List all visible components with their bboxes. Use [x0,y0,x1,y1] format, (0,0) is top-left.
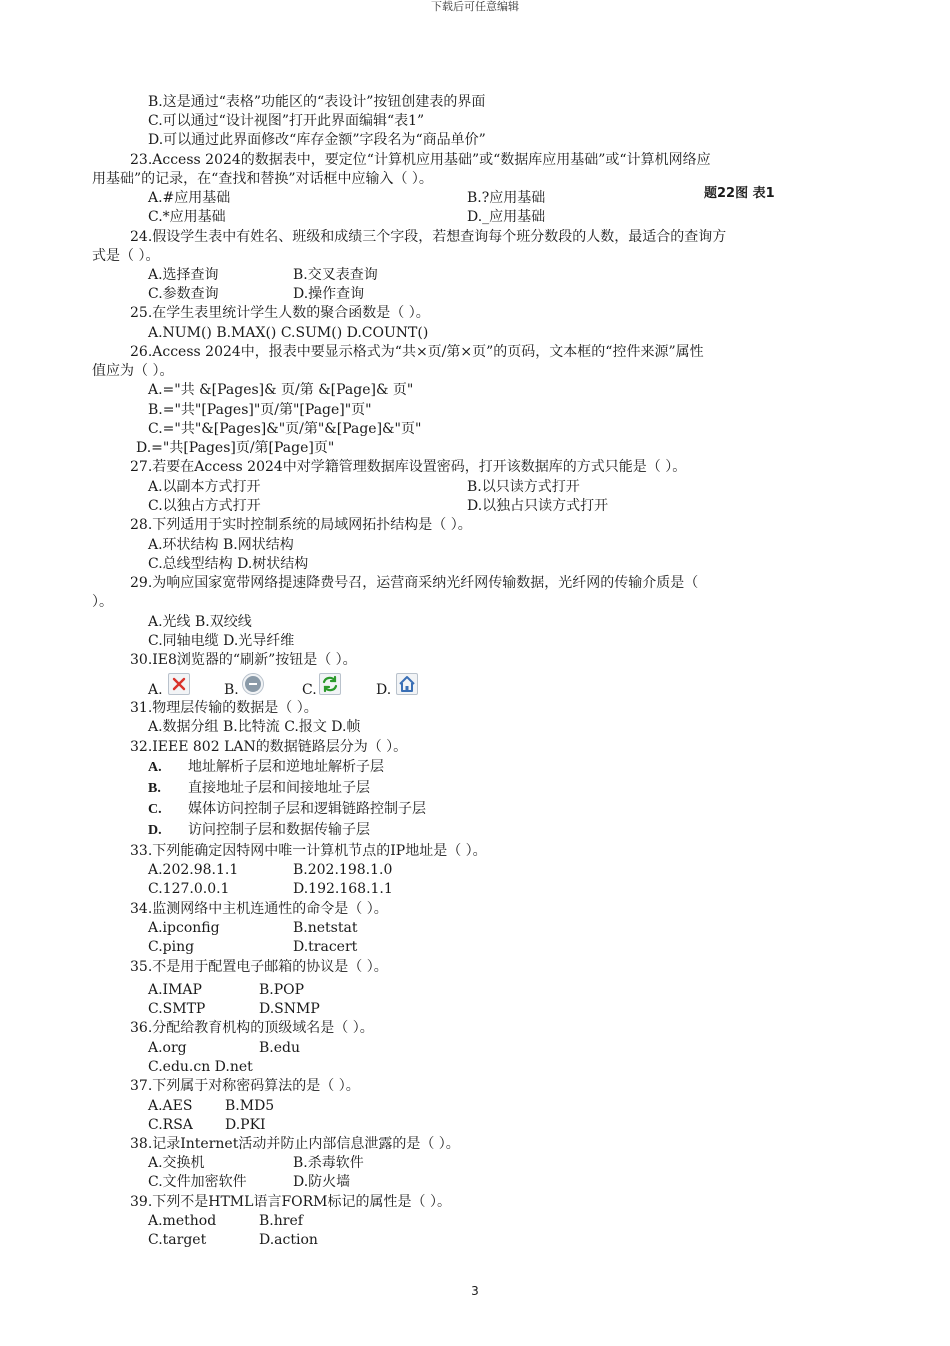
q34-option-d: D.tracert [293,939,358,955]
q32-stem: 32.IEEE 802 LAN的数据链路层分为（ ）。 [130,739,408,755]
q27-option-a: A.以副本方式打开 [148,479,261,495]
q39-option-d: D.action [259,1232,318,1248]
q38-option-d: D.防火墙 [293,1174,351,1190]
q32-option-d [148,821,370,840]
q22-option-b: B.这是通过“表格”功能区的“表设计”按钮创建表的界面 [148,94,486,110]
q23-stem: 23.Access 2024的数据表中，要定位“计算机应用基础”或“数据库应用基础”或“计算机网络应 [130,152,711,168]
q26-option-a: A.="共 &[Pages]& 页/第 &[Page]& 页" [148,382,414,398]
q22-option-c: C.可以通过“设计视图”打开此界面编辑“表1” [148,113,425,129]
q26-option-c: C.="共"&[Pages]&"页/第"&[Page]&"页" [148,421,422,437]
q23-stem-cont: 用基础”的记录，在“查找和替换”对话框中应输入（ ）。 [92,171,433,187]
q35-stem: 35.不是用于配置电子邮箱的协议是（ ）。 [130,959,388,975]
q33-option-b: B.202.198.1.0 [293,862,393,878]
q22-option-d: D.可以通过此界面修改“库存金额”字段名为“商品单价” [148,132,486,148]
q34-stem: 34.监测网络中主机连通性的命令是（ ）。 [130,901,388,917]
q38-stem: 38.记录Internet活动并防止内部信息泄露的是（ ）。 [130,1136,460,1152]
q33-option-d: D.192.168.1.1 [293,881,393,897]
q32-option-b-key: B. [148,781,161,796]
q30-stem: 30.IE8浏览器的“刷新”按钮是（ ）。 [130,652,357,668]
q39-option-a: A.method [148,1213,217,1229]
q35-option-c: C.SMTP [148,1001,206,1017]
figure-label: 题22图 表1 [704,186,775,201]
q37-option-d: D.PKI [225,1117,266,1133]
q32-option-a-text: 地址解析子层和逆地址解析子层 [188,759,384,775]
q25-stem: 25.在学生表里统计学生人数的聚合函数是（ ）。 [130,305,430,321]
q35-option-d: D.SNMP [259,1001,320,1017]
q36-option-b: B.edu [259,1040,301,1056]
q34-option-a: A.ipconfig [148,920,220,936]
page-header: 下载后可任意编辑 [431,0,519,13]
q39-stem: 39.下列不是HTML语言FORM标记的属性是（ ）。 [130,1194,451,1210]
q33-option-c: C.127.0.0.1 [148,881,230,897]
q24-option-c: C.参数查询 [148,286,219,302]
q27-option-d: D.以独占只读方式打开 [467,498,609,514]
home-icon [396,673,418,695]
q24-option-a: A.选择查询 [148,267,219,283]
q26-option-d: D.="共[Pages]页/第[Page]页" [136,440,335,456]
q24-option-b: B.交叉表查询 [293,267,378,283]
q30-option-c-label: C. [302,682,317,698]
q29-stem-cont: ）。 [92,594,113,610]
q32-option-b-text: 直接地址子层和间接地址子层 [188,780,370,796]
q36-option-a: A.org [148,1040,187,1056]
q37-stem: 37.下列属于对称密码算法的是（ ）。 [130,1078,360,1094]
page-number: 3 [471,1284,479,1298]
q29-stem: 29.为响应国家宽带网络提速降费号召，运营商采纳光纤网传输数据，光纤网的传输介质是（ [130,575,699,591]
q33-option-a: A.202.98.1.1 [148,862,239,878]
q23-option-a: A.#应用基础 [148,190,231,206]
q26-option-b: B.="共"[Pages]"页/第"[Page]"页" [148,402,372,418]
q39-option-c: C.target [148,1232,207,1248]
q39-option-b: B.href [259,1213,303,1229]
q24-option-d: D.操作查询 [293,286,365,302]
q26-stem: 26.Access 2024中，报表中要显示格式为“共×页/第×页”的页码，文本框的“控件来源”属性 [130,344,704,360]
q35-option-a: A.IMAP [148,982,202,998]
q32-option-c-key: C. [148,802,162,817]
q27-option-c: C.以独占方式打开 [148,498,261,514]
q30-option-d-label: D. [376,682,392,698]
q31-options: A.数据分组 B.比特流 C.报文 D.帧 [148,719,361,735]
q38-option-a: A.交换机 [148,1155,205,1171]
q28-stem: 28.下列适用于实时控制系统的局域网拓扑结构是（ ）。 [130,517,472,533]
q32-option-a-key: A. [148,760,162,775]
stop-circle-icon [242,673,264,695]
q28-options-ab: A.环状结构 B.网状结构 [148,537,294,553]
q38-option-c: C.文件加密软件 [148,1174,247,1190]
q32-option-d-key: D. [148,823,162,838]
q37-option-c: C.RSA [148,1117,193,1133]
q30-option-a-label: A. [148,682,163,698]
q35-option-b: B.POP [259,982,305,998]
q27-stem: 27.若要在Access 2024中对学籍管理数据库设置密码，打开该数据库的方式只能是（ ）。 [130,459,687,475]
q24-stem-cont: 式是（ ）。 [92,248,160,264]
q32-option-c [148,800,426,819]
q38-option-b: B.杀毒软件 [293,1155,364,1171]
q23-option-b: B.?应用基础 [467,190,546,206]
q34-option-c: C.ping [148,939,195,955]
q24-stem: 24.假设学生表中有姓名、班级和成绩三个字段，若想查询每个班分数段的人数，最适合的查询方 [130,229,727,245]
q36-options-cd: C.edu.cn D.net [148,1059,253,1075]
q36-stem: 36.分配给教育机构的顶级域名是（ ）。 [130,1020,374,1036]
q26-stem-cont: 值应为（ ）。 [92,363,174,379]
q37-option-a: A.AES [148,1098,193,1114]
q37-option-b: B.MD5 [225,1098,275,1114]
q23-option-c: C.*应用基础 [148,209,226,225]
q33-stem: 33.下列能确定因特网中唯一计算机节点的IP地址是（ ）。 [130,843,487,859]
q32-option-a [148,758,384,777]
q34-option-b: B.netstat [293,920,358,936]
q32-option-b [148,779,370,798]
q31-stem: 31.物理层传输的数据是（ ）。 [130,700,318,716]
q29-options-cd: C.同轴电缆 D.光导纤维 [148,633,295,649]
q32-option-d-text: 访问控制子层和数据传输子层 [188,822,370,838]
q27-option-b: B.以只读方式打开 [467,479,580,495]
q28-options-cd: C.总线型结构 D.树状结构 [148,556,309,572]
q32-option-c-text: 媒体访问控制子层和逻辑链路控制子层 [188,801,426,817]
q23-option-d: D._应用基础 [467,209,546,225]
refresh-arrows-icon [319,673,341,695]
close-x-icon [168,673,190,695]
q25-options: A.NUM() B.MAX() C.SUM() D.COUNT() [148,325,429,341]
q30-option-b-label: B. [224,682,239,698]
q29-options-ab: A.光线 B.双绞线 [148,614,252,630]
